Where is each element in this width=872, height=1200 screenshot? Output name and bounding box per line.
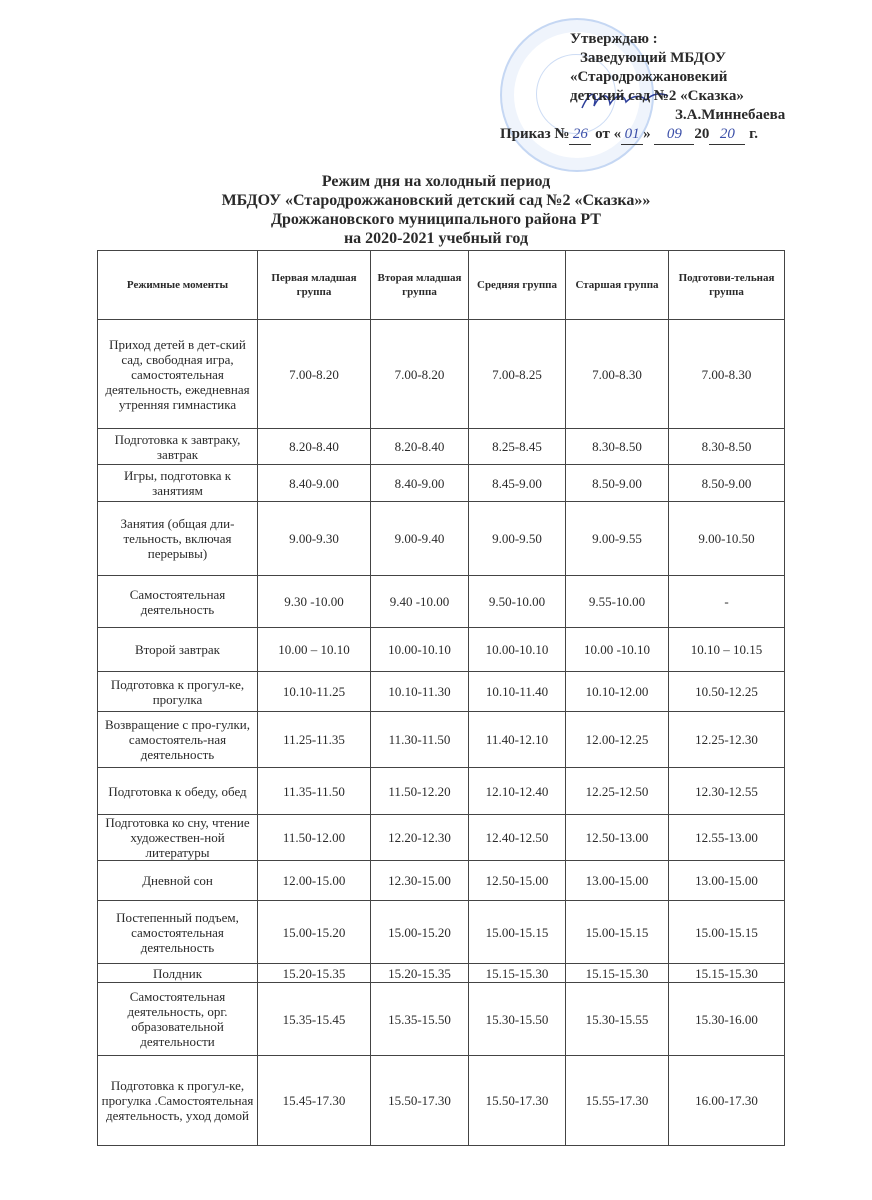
approval-signer: З.А.Миннебаева bbox=[675, 107, 786, 123]
time-cell: 10.10-12.00 bbox=[566, 672, 669, 712]
time-cell: 10.00 -10.10 bbox=[566, 628, 669, 672]
time-cell: 15.45-17.30 bbox=[258, 1056, 371, 1146]
time-cell: 15.15-15.30 bbox=[669, 964, 785, 983]
regime-moment-cell: Подготовка ко сну, чтение художествен-ной литературы bbox=[98, 815, 258, 861]
time-cell: 9.00-9.40 bbox=[371, 502, 469, 576]
time-cell: 12.10-12.40 bbox=[469, 768, 566, 815]
time-cell: 12.00-15.00 bbox=[258, 861, 371, 901]
regime-moment-cell: Дневной сон bbox=[98, 861, 258, 901]
approval-heading: Утверждаю : bbox=[570, 31, 658, 47]
time-cell: 15.30-15.55 bbox=[566, 983, 669, 1056]
time-cell: 12.50-15.00 bbox=[469, 861, 566, 901]
time-cell: 7.00-8.30 bbox=[669, 320, 785, 429]
time-cell: 10.10-11.30 bbox=[371, 672, 469, 712]
time-cell: 8.30-8.50 bbox=[669, 429, 785, 465]
table-row bbox=[98, 502, 785, 576]
time-cell: 9.50-10.00 bbox=[469, 576, 566, 628]
time-cell: 12.25-12.30 bbox=[669, 712, 785, 768]
time-cell: 8.40-9.00 bbox=[371, 465, 469, 502]
time-cell: 11.40-12.10 bbox=[469, 712, 566, 768]
column-header: Первая младшая группа bbox=[258, 251, 371, 320]
time-cell: 7.00-8.20 bbox=[258, 320, 371, 429]
time-cell: 8.50-9.00 bbox=[669, 465, 785, 502]
time-cell: 7.00-8.30 bbox=[566, 320, 669, 429]
column-header: Вторая младшая группа bbox=[371, 251, 469, 320]
order-month: 09 bbox=[654, 125, 694, 145]
time-cell: 9.30 -10.00 bbox=[258, 576, 371, 628]
time-cell: 15.50-17.30 bbox=[469, 1056, 566, 1146]
table-row bbox=[98, 712, 785, 768]
time-cell: 11.30-11.50 bbox=[371, 712, 469, 768]
regime-moment-cell: Постепенный подъем, самостоятельная деятельность bbox=[98, 901, 258, 964]
time-cell: 7.00-8.25 bbox=[469, 320, 566, 429]
table-row bbox=[98, 320, 785, 429]
table-row bbox=[98, 429, 785, 465]
time-cell: 15.00-15.15 bbox=[669, 901, 785, 964]
approval-order: Приказ № 26 от « 01 » 09 20 20 г. bbox=[500, 125, 830, 145]
time-cell: 15.20-15.35 bbox=[371, 964, 469, 983]
regime-moment-cell: Возвращение с про-гулки, самостоятель-ная деятельность bbox=[98, 712, 258, 768]
time-cell: 10.00-10.10 bbox=[371, 628, 469, 672]
time-cell: 10.10-11.25 bbox=[258, 672, 371, 712]
time-cell: 9.00-10.50 bbox=[669, 502, 785, 576]
time-cell: 10.10 – 10.15 bbox=[669, 628, 785, 672]
time-cell: 12.00-12.25 bbox=[566, 712, 669, 768]
time-cell: 9.00-9.50 bbox=[469, 502, 566, 576]
time-cell: 10.00 – 10.10 bbox=[258, 628, 371, 672]
regime-moment-cell: Игры, подготовка к занятиям bbox=[98, 465, 258, 502]
time-cell: 13.00-15.00 bbox=[669, 861, 785, 901]
time-cell: 8.30-8.50 bbox=[566, 429, 669, 465]
time-cell: 15.00-15.20 bbox=[371, 901, 469, 964]
time-cell: 12.25-12.50 bbox=[566, 768, 669, 815]
time-cell: 15.55-17.30 bbox=[566, 1056, 669, 1146]
time-cell: 15.50-17.30 bbox=[371, 1056, 469, 1146]
time-cell: 15.35-15.45 bbox=[258, 983, 371, 1056]
time-cell: 16.00-17.30 bbox=[669, 1056, 785, 1146]
time-cell: 15.00-15.15 bbox=[566, 901, 669, 964]
approval-position: Заведующий МБДОУ bbox=[580, 50, 726, 66]
time-cell: 8.20-8.40 bbox=[371, 429, 469, 465]
time-cell: - bbox=[669, 576, 785, 628]
table-row bbox=[98, 768, 785, 815]
table-row bbox=[98, 815, 785, 861]
regime-moment-cell: Приход детей в дет-ский сад, свободная игра, самостоятельная деятельность, ежедневная утренняя гимнастика bbox=[98, 320, 258, 429]
document-title: Режим дня на холодный период МБДОУ «Стародрожжановский детский сад №2 «Сказка»» Дрожжановского муниципального района РТ на 2020-2021 учебный год bbox=[221, 173, 651, 247]
time-cell: 9.00-9.55 bbox=[566, 502, 669, 576]
schedule-table bbox=[97, 250, 785, 1146]
time-cell: 9.55-10.00 bbox=[566, 576, 669, 628]
time-cell: 15.30-16.00 bbox=[669, 983, 785, 1056]
time-cell: 10.10-11.40 bbox=[469, 672, 566, 712]
time-cell: 12.30-12.55 bbox=[669, 768, 785, 815]
time-cell: 8.25-8.45 bbox=[469, 429, 566, 465]
regime-moment-cell: Подготовка к прогул-ке, прогулка bbox=[98, 672, 258, 712]
column-header: Подготови-тельная группа bbox=[669, 251, 785, 320]
regime-moment-cell: Самостоятельная деятельность bbox=[98, 576, 258, 628]
regime-moment-cell: Занятия (общая дли-тельность, включая перерывы) bbox=[98, 502, 258, 576]
order-number: 26 bbox=[569, 125, 591, 145]
time-cell: 15.20-15.35 bbox=[258, 964, 371, 983]
time-cell: 8.45-9.00 bbox=[469, 465, 566, 502]
table-row bbox=[98, 861, 785, 901]
regime-moment-cell: Подготовка к завтраку, завтрак bbox=[98, 429, 258, 465]
time-cell: 15.15-15.30 bbox=[469, 964, 566, 983]
time-cell: 12.20-12.30 bbox=[371, 815, 469, 861]
column-header: Режимные моменты bbox=[98, 251, 258, 320]
table-row bbox=[98, 465, 785, 502]
table-row bbox=[98, 901, 785, 964]
order-year: 20 bbox=[709, 125, 745, 145]
time-cell: 12.40-12.50 bbox=[469, 815, 566, 861]
time-cell: 7.00-8.20 bbox=[371, 320, 469, 429]
approval-block bbox=[500, 30, 830, 145]
time-cell: 13.00-15.00 bbox=[566, 861, 669, 901]
time-cell: 12.55-13.00 bbox=[669, 815, 785, 861]
table-row bbox=[98, 628, 785, 672]
time-cell: 8.40-9.00 bbox=[258, 465, 371, 502]
time-cell: 9.40 -10.00 bbox=[371, 576, 469, 628]
table-row bbox=[98, 1056, 785, 1146]
table-header-row bbox=[98, 251, 785, 320]
column-header: Старшая группа bbox=[566, 251, 669, 320]
order-day: 01 bbox=[621, 125, 643, 145]
time-cell: 12.50-13.00 bbox=[566, 815, 669, 861]
time-cell: 15.00-15.15 bbox=[469, 901, 566, 964]
time-cell: 10.50-12.25 bbox=[669, 672, 785, 712]
time-cell: 11.35-11.50 bbox=[258, 768, 371, 815]
time-cell: 12.30-15.00 bbox=[371, 861, 469, 901]
regime-moment-cell: Подготовка к прогул-ке, прогулка .Самостоятельная деятельность, уход домой bbox=[98, 1056, 258, 1146]
regime-moment-cell: Второй завтрак bbox=[98, 628, 258, 672]
column-header: Средняя группа bbox=[469, 251, 566, 320]
approval-org-line1: «Стародрожжановекий bbox=[570, 69, 728, 85]
table-row bbox=[98, 576, 785, 628]
time-cell: 15.35-15.50 bbox=[371, 983, 469, 1056]
time-cell: 15.00-15.20 bbox=[258, 901, 371, 964]
regime-moment-cell: Самостоятельная деятельность, орг. образовательной деятельности bbox=[98, 983, 258, 1056]
regime-moment-cell: Полдник bbox=[98, 964, 258, 983]
table-row bbox=[98, 964, 785, 983]
approval-org-line2: детский сад №2 «Сказка» bbox=[570, 88, 744, 104]
time-cell: 11.25-11.35 bbox=[258, 712, 371, 768]
time-cell: 11.50-12.00 bbox=[258, 815, 371, 861]
time-cell: 15.30-15.50 bbox=[469, 983, 566, 1056]
time-cell: 15.15-15.30 bbox=[566, 964, 669, 983]
time-cell: 11.50-12.20 bbox=[371, 768, 469, 815]
time-cell: 8.20-8.40 bbox=[258, 429, 371, 465]
time-cell: 10.00-10.10 bbox=[469, 628, 566, 672]
time-cell: 8.50-9.00 bbox=[566, 465, 669, 502]
table-row bbox=[98, 672, 785, 712]
regime-moment-cell: Подготовка к обеду, обед bbox=[98, 768, 258, 815]
time-cell: 9.00-9.30 bbox=[258, 502, 371, 576]
table-row bbox=[98, 983, 785, 1056]
